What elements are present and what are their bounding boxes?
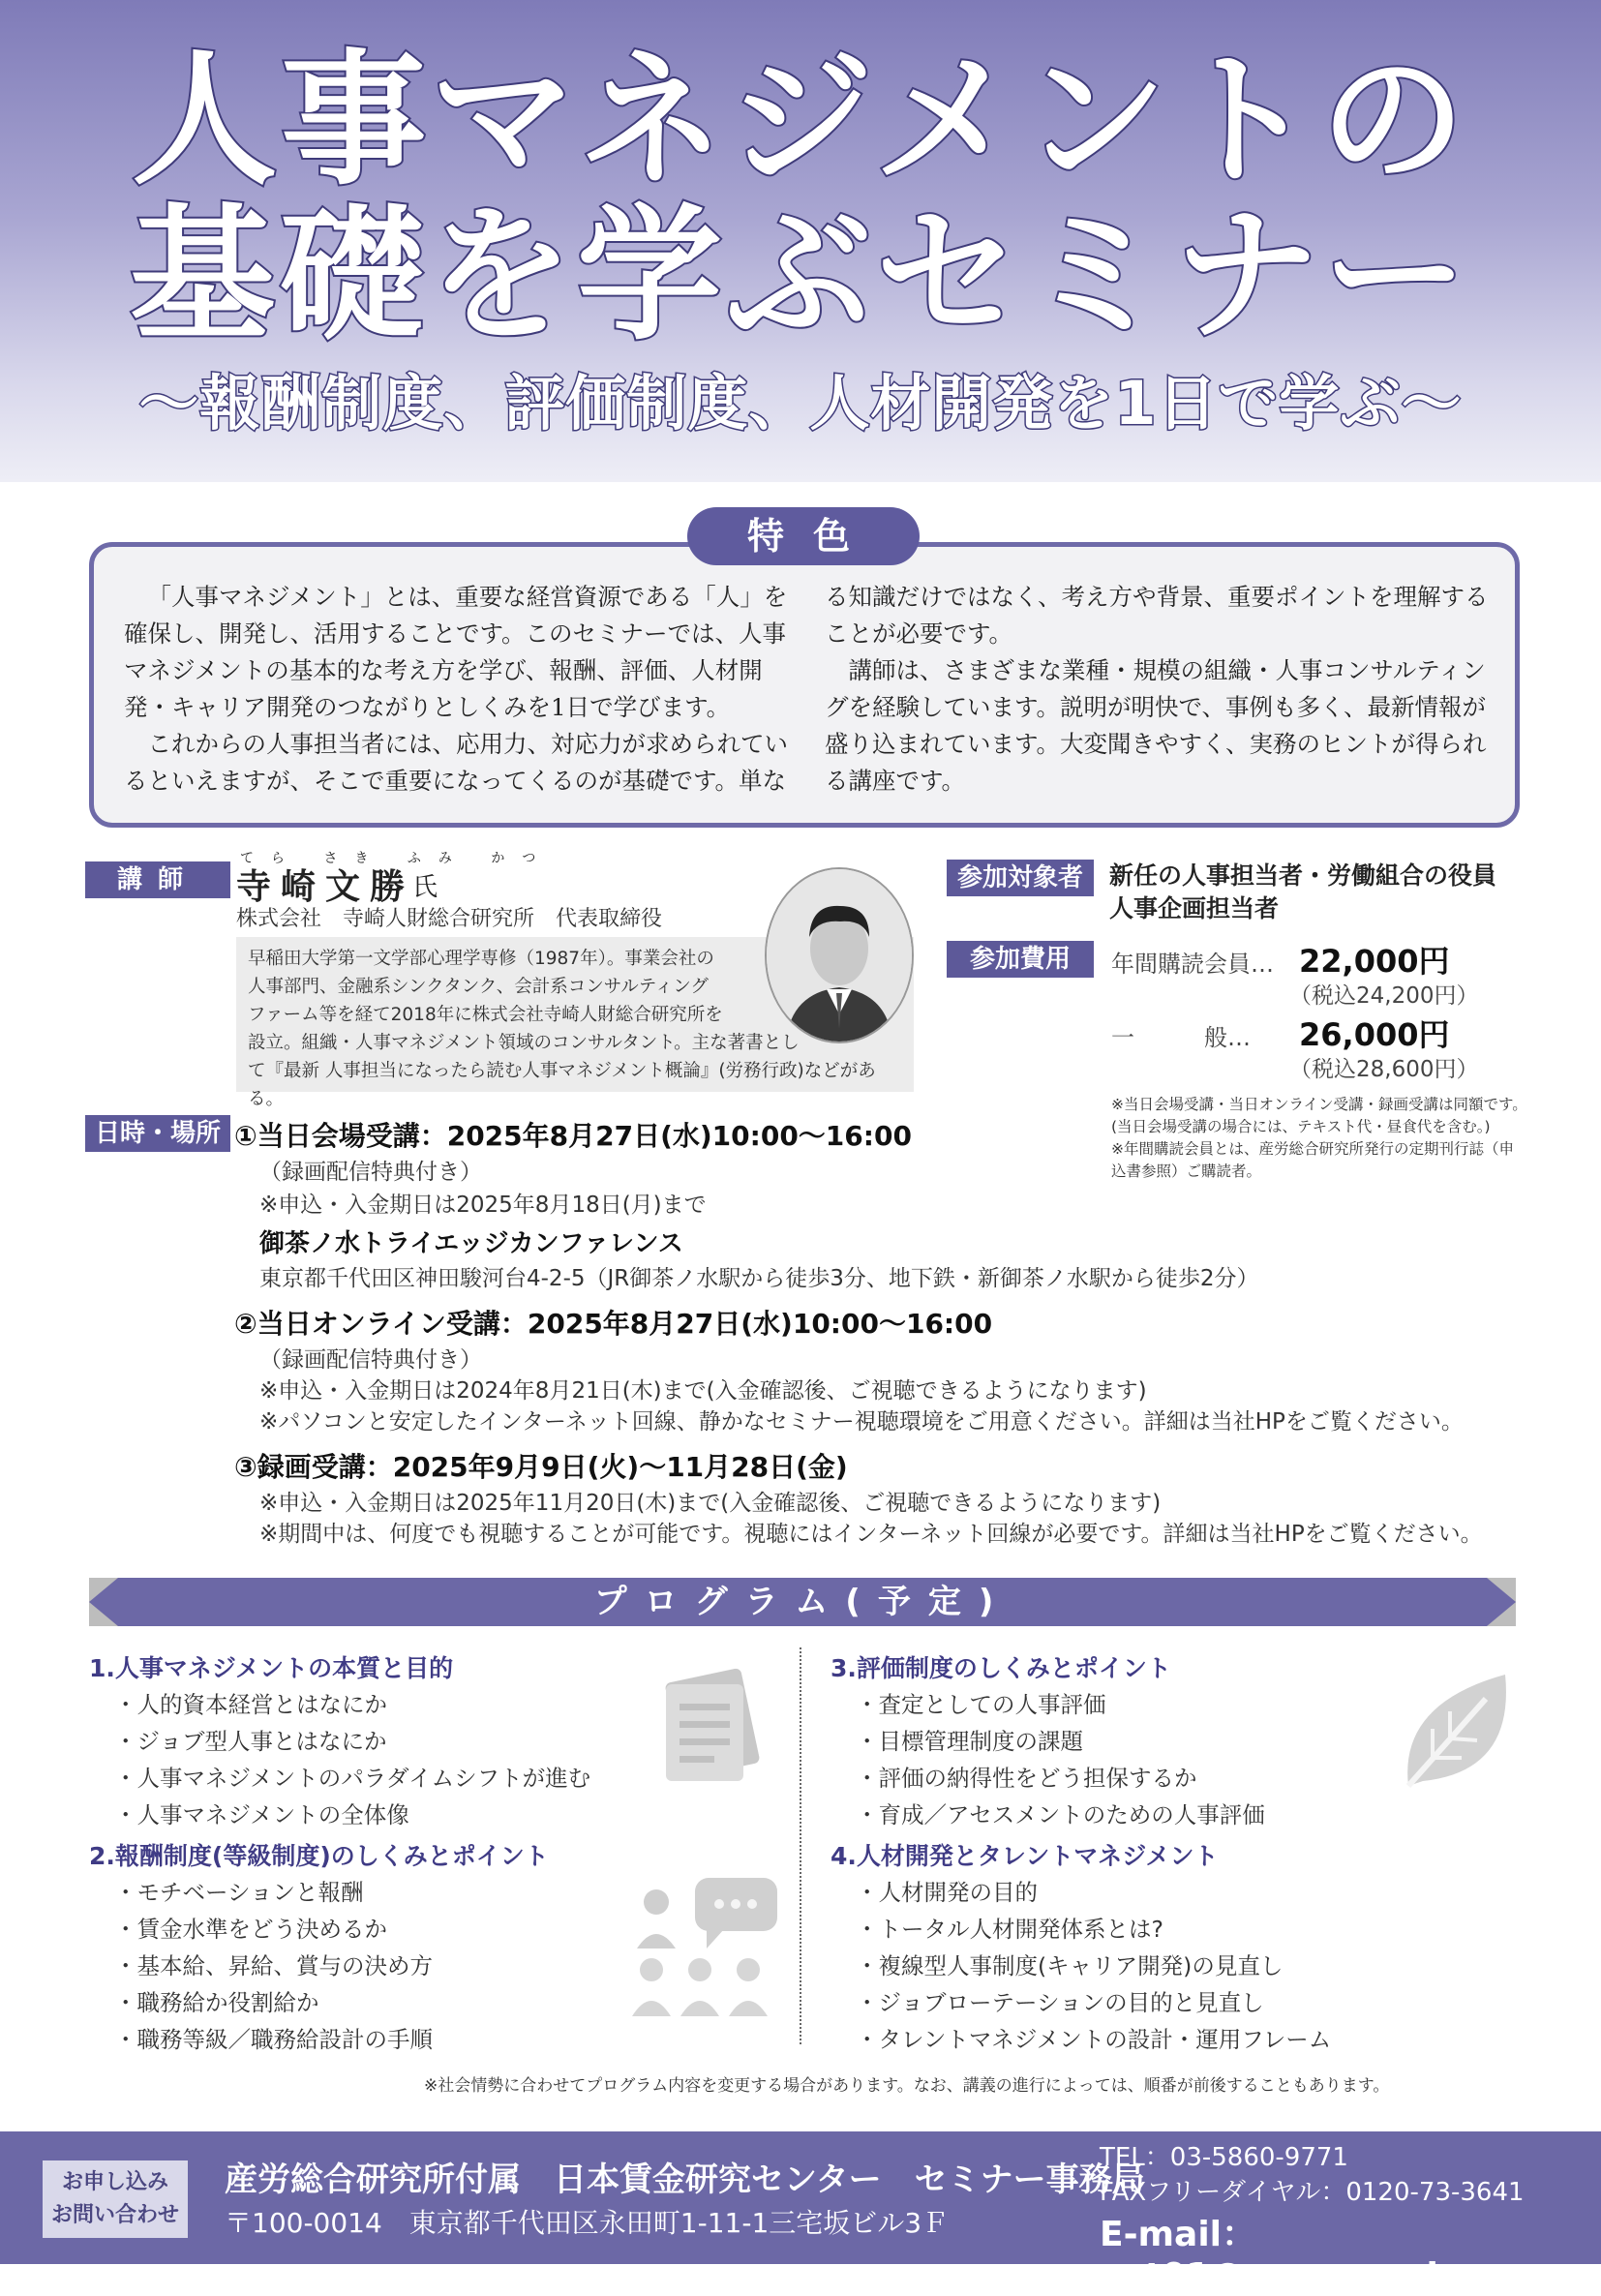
- list-item: ・職務給か役割給か: [114, 1989, 319, 2016]
- session-2-note: （録画配信特典付き）: [259, 1347, 482, 1373]
- session-3-heading: ③録画受講：2025年9月9日(火)〜11月28日(金): [234, 1451, 848, 1483]
- organization-name: 産労総合研究所付属 日本賃金研究センター セミナー事務局: [225, 2160, 1145, 2199]
- program-divider: [800, 1647, 801, 2044]
- features-paragraph: これからの人事担当者には、応用力、対応力が求められているといえますが、そこで重要になってくるのが基礎です。単な: [124, 730, 788, 795]
- program-note: ※社会情勢に合わせてプログラム内容を変更する場合があります。なお、講義の進行によっては、順番が前後することもあります。: [424, 2076, 1390, 2096]
- organization-address: 〒100-0014 東京都千代田区永田町1-11-1三宅坂ビル3Ｆ: [225, 2207, 950, 2239]
- title-line-2: 基礎を学ぶセミナー: [129, 192, 1471, 360]
- people-chat-icon: [627, 1873, 782, 2028]
- list-item: ・複線型人事制度(キャリア開発)の見直し: [856, 1952, 1284, 1979]
- audience-line: 人事企画担当者: [1109, 894, 1280, 922]
- lecturer-honorific: 氏: [412, 873, 438, 902]
- bio-line: 設立。組織・人事マネジメント領域のコンサルタント。主な著書とし: [248, 1033, 800, 1053]
- fee-member-tax: （税込24,200円）: [1289, 983, 1479, 1009]
- bio-line: ファーム等を経て2018年に株式会社寺崎人財総合研究所を: [248, 1005, 723, 1025]
- session-2-heading: ②当日オンライン受講：2025年8月27日(水)10:00〜16:00: [234, 1308, 993, 1340]
- bio-line: 早稲田大学第一文学部心理学専修（1987年）。事業会社の: [248, 949, 714, 969]
- list-item: ・基本給、昇給、賞与の決め方: [114, 1952, 433, 1979]
- session-1-heading: ①当日会場受講：2025年8月27日(水)10:00〜16:00: [234, 1120, 912, 1152]
- lecturer-company: 株式会社 寺崎人財総合研究所 代表取締役: [236, 907, 663, 931]
- program-section-2-heading: 2.報酬制度(等級制度)のしくみとポイント: [89, 1842, 549, 1870]
- email-address[interactable]: E-mail：cnt01@sanro.co.jp: [1100, 2215, 1464, 2296]
- audience-line: 新任の人事担当者・労働組合の役員: [1109, 861, 1497, 890]
- venue-name: 御茶ノ水トライエッジカンファレンス: [259, 1229, 683, 1258]
- session-1-deadline: ※申込・入金期日は2025年8月18日(月)まで: [259, 1193, 707, 1218]
- session-3-deadline: ※申込・入金期日は2025年11月20日(木)まで(入金確認後、ご視聴できるようになります): [259, 1491, 1162, 1516]
- phone-number[interactable]: TEL：03-5860-9771: [1100, 2143, 1348, 2172]
- audience-text: [1109, 860, 1496, 925]
- person-photo-icon: [767, 869, 912, 1042]
- contact-label-line: お申し込み: [61, 2170, 168, 2194]
- features-right-column: [825, 579, 1493, 800]
- session-1-note: （録画配信特典付き）: [259, 1160, 482, 1185]
- bio-line: て『最新 人事担当になったら読む人事マネジメント概論』(労務行政)などがある。: [248, 1061, 876, 1109]
- list-item: ・トータル人材開発体系とは?: [856, 1916, 1163, 1943]
- features-paragraph: 講師は、さまざまな業種・規模の組織・人事コンサルティングを経験しています。説明が明快で、事例も多く、最新情報が盛り込まれています。大変聞きやすく、実務のヒントが得られる講座です。: [825, 656, 1487, 795]
- fee-general-tax: （税込28,600円）: [1289, 1057, 1479, 1082]
- datetime-tag: 日時・場所: [85, 1115, 230, 1152]
- document-icon: [647, 1665, 772, 1791]
- lecturer-photo: [765, 867, 914, 1043]
- list-item: ・査定としての人事評価: [856, 1691, 1106, 1718]
- fee-tag: 参加費用: [947, 941, 1094, 978]
- fee-general-price: 26,000円: [1299, 1016, 1450, 1053]
- list-item: ・ジョブ型人事とはなにか: [114, 1728, 387, 1755]
- list-item: ・職務等級／職務給設計の手順: [114, 2026, 433, 2053]
- fee-member-price: 22,000円: [1299, 943, 1450, 980]
- lecturer-tag: 講師: [85, 861, 230, 898]
- features-paragraph: 「人事マネジメント」とは、重要な経営資源である「人」を確保し、開発し、活用することです。このセミナーでは、人事マネジメントの基本的な考え方を学び、報酬、評価、人材開発・キャリア開発のつながりとしくみを1日で学びます。: [124, 583, 788, 721]
- leaf-icon: [1394, 1665, 1520, 1800]
- list-item: ・モチベーションと報酬: [114, 1879, 364, 1906]
- list-item: ・評価の納得性をどう担保するか: [856, 1765, 1197, 1792]
- fee-general-label: 一 般…: [1111, 1024, 1251, 1051]
- list-item: ・人事マネジメントの全体像: [114, 1801, 409, 1828]
- list-item: ・ジョブローテーションの目的と見直し: [856, 1989, 1264, 2016]
- session-2-requirement: ※パソコンと安定したインターネット回線、静かなセミナー視聴環境をご用意ください。詳細は当社HPをご覧ください。: [259, 1409, 1464, 1435]
- title-line-1: 人事マネジメントの: [132, 37, 1469, 205]
- fee-note: ※年間購読会員とは、産労総合研究所発行の定期刊行誌（申込書参照）ご購読者。: [1111, 1140, 1514, 1180]
- fax-free-dial[interactable]: FAXフリーダイヤル：0120-73-3641: [1100, 2178, 1525, 2207]
- bio-line: 人事部門、金融系シンクタンク、会計系コンサルティング: [248, 977, 709, 997]
- list-item: ・賃金水準をどう決めるか: [114, 1916, 387, 1943]
- contact-label: [43, 2160, 188, 2238]
- features-paragraph: る知識だけではなく、考え方や背景、重要ポイントを理解することが必要です。: [825, 583, 1489, 648]
- program-title: プログラム(予定): [593, 1583, 1012, 1621]
- list-item: ・タレントマネジメントの設計・運用フレーム: [856, 2026, 1332, 2053]
- list-item: ・育成／アセスメントのための人事評価: [856, 1801, 1265, 1828]
- header-banner: [0, 0, 1601, 482]
- fee-notes: [1111, 1094, 1527, 1183]
- subtitle: 〜報酬制度、評価制度、人材開発を1日で学ぶ〜: [138, 368, 1463, 438]
- features-left-column: [124, 579, 792, 800]
- audience-tag: 参加対象者: [947, 860, 1094, 896]
- program-section-1-heading: 1.人事マネジメントの本質と目的: [89, 1654, 454, 1682]
- contact-label-line: お問い合わせ: [50, 2203, 179, 2227]
- list-item: ・目標管理制度の課題: [856, 1728, 1083, 1755]
- venue-address: 東京都千代田区神田駿河台4-2-5（JR御茶ノ水駅から徒歩3分、地下鉄・新御茶ノ水駅から徒歩2分）: [259, 1266, 1259, 1291]
- lecturer-name: 寺崎文勝: [236, 867, 415, 907]
- lecturer-ruby: てら さき ふみ かつ: [240, 851, 554, 866]
- fee-note: ※当日会場受講・当日オンライン受講・録画受講は同額です。(当日会場受講の場合には、テキスト代・昼食代を含む。): [1111, 1096, 1527, 1135]
- fee-member-label: 年間購読会員…: [1111, 951, 1274, 978]
- program-section-3-heading: 3.評価制度のしくみとポイント: [831, 1654, 1171, 1682]
- session-2-deadline: ※申込・入金期日は2024年8月21日(木)まで(入金確認後、ご視聴できるようになります): [259, 1378, 1147, 1404]
- features-label: 特色: [687, 507, 920, 565]
- list-item: ・人事マネジメントのパラダイムシフトが進む: [114, 1765, 591, 1792]
- list-item: ・人的資本経営とはなにか: [114, 1691, 387, 1718]
- session-3-requirement: ※期間中は、何度でも視聴することが可能です。視聴にはインターネット回線が必要です。詳細は当社HPをご覧ください。: [259, 1522, 1483, 1547]
- list-item: ・人材開発の目的: [856, 1879, 1038, 1906]
- program-section-4-heading: 4.人材開発とタレントマネジメント: [831, 1842, 1219, 1870]
